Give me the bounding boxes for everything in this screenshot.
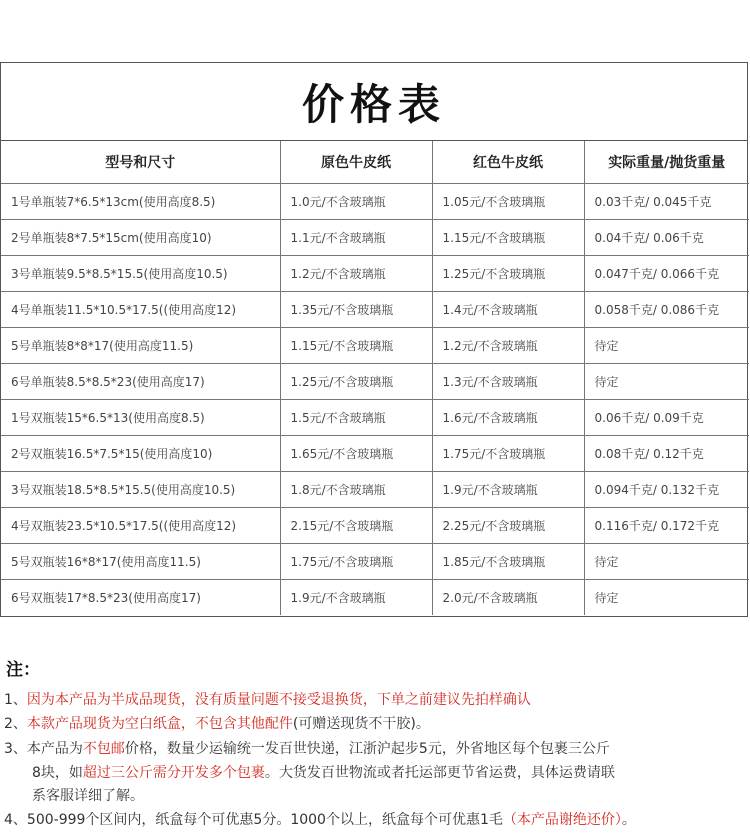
note-2-highlight: 本款产品现货为空白纸盒，不包含其他配件 bbox=[26, 716, 293, 732]
table-row bbox=[1, 508, 749, 544]
cell-model-size: 2号双瓶装16.5*7.5*15(使用高度10) bbox=[1, 436, 280, 472]
cell-red-price: 1.85元/不含玻璃瓶 bbox=[432, 544, 584, 580]
table-row bbox=[1, 364, 749, 400]
cell-weight: 待定 bbox=[584, 580, 749, 616]
cell-natural-price: 1.75元/不含玻璃瓶 bbox=[280, 544, 432, 580]
notes-title: 注： bbox=[6, 660, 40, 680]
header-weight: 实际重量/抛货重量 bbox=[584, 141, 749, 184]
note-3-mid: 价格，数量少运输统一发百世快递，江浙沪起步5元，外省地区每个包裹三公斤 bbox=[124, 741, 610, 757]
note-3-line-2 bbox=[32, 762, 615, 782]
table-row bbox=[1, 184, 749, 220]
cell-model-size: 2号单瓶装8*7.5*15cm(使用高度10) bbox=[1, 220, 280, 256]
cell-weight: 0.094千克/ 0.132千克 bbox=[584, 472, 749, 508]
cell-model-size: 4号双瓶装23.5*10.5*17.5((使用高度12) bbox=[1, 508, 280, 544]
cell-weight: 0.058千克/ 0.086千克 bbox=[584, 292, 749, 328]
cell-natural-price: 1.2元/不含玻璃瓶 bbox=[280, 256, 432, 292]
note-3-l3: 系客服详细了解。 bbox=[32, 788, 144, 804]
note-2 bbox=[4, 713, 430, 733]
cell-model-size: 6号单瓶装8.5*8.5*23(使用高度17) bbox=[1, 364, 280, 400]
cell-model-size: 4号单瓶装11.5*10.5*17.5((使用高度12) bbox=[1, 292, 280, 328]
cell-model-size: 3号双瓶装18.5*8.5*15.5(使用高度10.5) bbox=[1, 472, 280, 508]
note-1-number: 1、 bbox=[4, 692, 27, 708]
cell-weight: 待定 bbox=[584, 328, 749, 364]
note-4-highlight: （本产品谢绝还价） bbox=[502, 812, 622, 828]
cell-weight: 0.04千克/ 0.06千克 bbox=[584, 220, 749, 256]
cell-natural-price: 1.8元/不含玻璃瓶 bbox=[280, 472, 432, 508]
cell-weight: 0.03千克/ 0.045千克 bbox=[584, 184, 749, 220]
cell-weight: 0.06千克/ 0.09千克 bbox=[584, 400, 749, 436]
cell-red-price: 1.05元/不含玻璃瓶 bbox=[432, 184, 584, 220]
note-2-number: 2、 bbox=[4, 716, 27, 732]
cell-weight: 待定 bbox=[584, 364, 749, 400]
note-1 bbox=[4, 689, 531, 709]
note-1-text: 因为本产品为半成品现货，没有质量问题不接受退换货，下单之前建议先拍样确认 bbox=[26, 692, 531, 708]
page-title: 价格表 bbox=[1, 63, 747, 141]
cell-weight: 0.116千克/ 0.172千克 bbox=[584, 508, 749, 544]
cell-red-price: 1.9元/不含玻璃瓶 bbox=[432, 472, 584, 508]
cell-natural-price: 1.65元/不含玻璃瓶 bbox=[280, 436, 432, 472]
cell-red-price: 1.25元/不含玻璃瓶 bbox=[432, 256, 584, 292]
price-table-sheet bbox=[0, 62, 748, 617]
note-2-tail: (可赠送现货不干胶)。 bbox=[292, 716, 430, 732]
table-row bbox=[1, 292, 749, 328]
note-3-line-3 bbox=[32, 785, 144, 805]
price-table bbox=[1, 141, 749, 615]
note-3-number: 3、 bbox=[4, 741, 27, 757]
table-header-row bbox=[1, 141, 749, 184]
cell-red-price: 1.4元/不含玻璃瓶 bbox=[432, 292, 584, 328]
cell-red-price: 1.75元/不含玻璃瓶 bbox=[432, 436, 584, 472]
cell-weight: 0.08千克/ 0.12千克 bbox=[584, 436, 749, 472]
note-4-tail: 。 bbox=[621, 812, 636, 828]
table-row bbox=[1, 400, 749, 436]
cell-red-price: 2.25元/不含玻璃瓶 bbox=[432, 508, 584, 544]
cell-red-price: 1.3元/不含玻璃瓶 bbox=[432, 364, 584, 400]
note-4-pre: 500-999个区间内，纸盒每个可优惠5分。1000个以上，纸盒每个可优惠1毛 bbox=[26, 812, 503, 828]
note-3-l2b: 。大货发百世物流或者托运部更节省运费，具体运费请联 bbox=[264, 765, 615, 781]
table-row bbox=[1, 544, 749, 580]
cell-natural-price: 1.5元/不含玻璃瓶 bbox=[280, 400, 432, 436]
note-3 bbox=[4, 738, 610, 758]
note-3-highlight-2: 超过三公斤需分开发多个包裹 bbox=[82, 765, 265, 781]
note-3-highlight-1: 不包邮 bbox=[82, 741, 125, 757]
cell-model-size: 1号双瓶装15*6.5*13(使用高度8.5) bbox=[1, 400, 280, 436]
note-4-number: 4、 bbox=[4, 812, 27, 828]
cell-model-size: 5号双瓶装16*8*17(使用高度11.5) bbox=[1, 544, 280, 580]
header-model-size: 型号和尺寸 bbox=[1, 141, 280, 184]
cell-red-price: 1.15元/不含玻璃瓶 bbox=[432, 220, 584, 256]
cell-natural-price: 1.1元/不含玻璃瓶 bbox=[280, 220, 432, 256]
cell-model-size: 1号单瓶装7*6.5*13cm(使用高度8.5) bbox=[1, 184, 280, 220]
cell-natural-price: 2.15元/不含玻璃瓶 bbox=[280, 508, 432, 544]
cell-model-size: 3号单瓶装9.5*8.5*15.5(使用高度10.5) bbox=[1, 256, 280, 292]
cell-natural-price: 1.15元/不含玻璃瓶 bbox=[280, 328, 432, 364]
table-row bbox=[1, 580, 749, 616]
cell-red-price: 2.0元/不含玻璃瓶 bbox=[432, 580, 584, 616]
cell-natural-price: 1.0元/不含玻璃瓶 bbox=[280, 184, 432, 220]
note-3-l2a: 8块，如 bbox=[32, 765, 83, 781]
cell-natural-price: 1.25元/不含玻璃瓶 bbox=[280, 364, 432, 400]
cell-red-price: 1.2元/不含玻璃瓶 bbox=[432, 328, 584, 364]
cell-natural-price: 1.9元/不含玻璃瓶 bbox=[280, 580, 432, 616]
header-natural-kraft: 原色牛皮纸 bbox=[280, 141, 432, 184]
table-row bbox=[1, 436, 749, 472]
note-4 bbox=[4, 809, 636, 829]
cell-red-price: 1.6元/不含玻璃瓶 bbox=[432, 400, 584, 436]
table-row bbox=[1, 328, 749, 364]
note-3-pre: 本产品为 bbox=[26, 741, 83, 757]
table-row bbox=[1, 220, 749, 256]
cell-weight: 0.047千克/ 0.066千克 bbox=[584, 256, 749, 292]
cell-weight: 待定 bbox=[584, 544, 749, 580]
table-row bbox=[1, 472, 749, 508]
cell-model-size: 5号单瓶装8*8*17(使用高度11.5) bbox=[1, 328, 280, 364]
header-red-kraft: 红色牛皮纸 bbox=[432, 141, 584, 184]
cell-natural-price: 1.35元/不含玻璃瓶 bbox=[280, 292, 432, 328]
cell-model-size: 6号双瓶装17*8.5*23(使用高度17) bbox=[1, 580, 280, 616]
table-row bbox=[1, 256, 749, 292]
